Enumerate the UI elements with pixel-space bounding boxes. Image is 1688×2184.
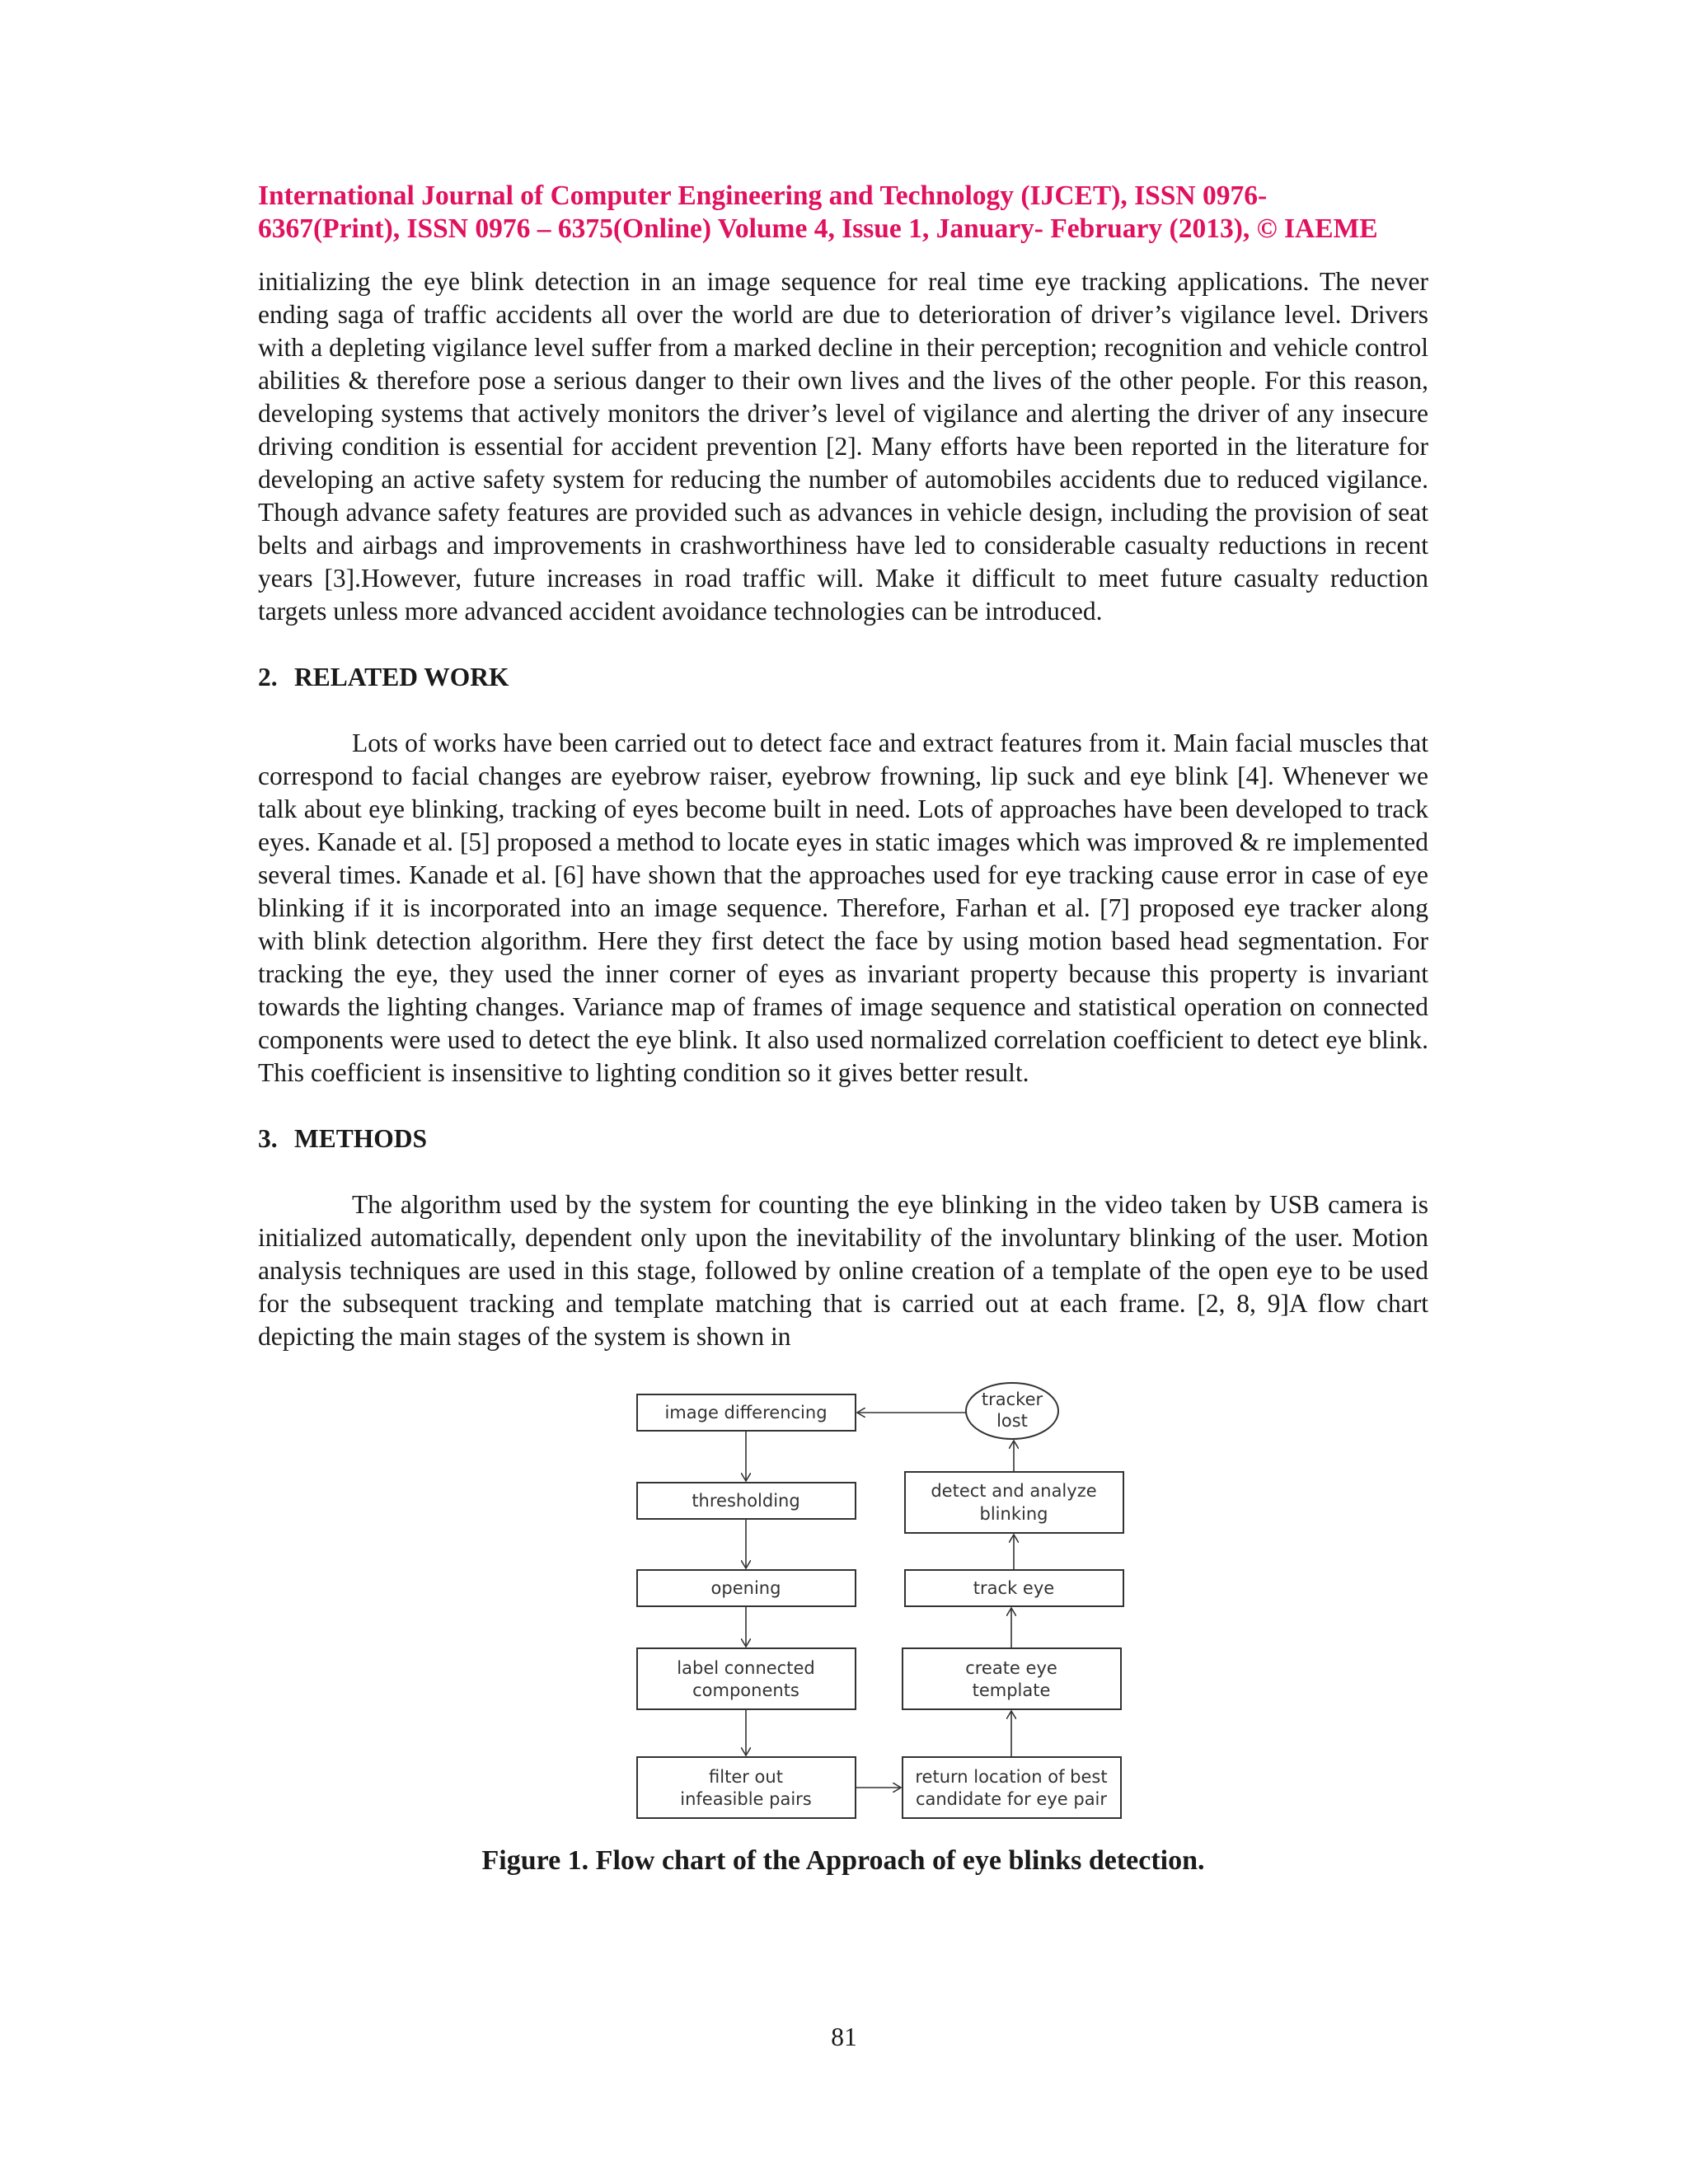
methods-number: 3. [258, 1124, 278, 1153]
figure-caption: Figure 1. Flow chart of the Approach of eye blinks detection. [481, 1845, 1205, 1876]
flow-box-detect-and-analyze-blinking [905, 1472, 1123, 1533]
methods-paragraph: The algorithm used by the system for counting the eye blinking in the video taken by USB camera is initialized automatically, dependent only upon the inevitability of the involuntary blinking of the user. Motion analysis techniques are used in this stage, followed by online creation of a template of the open eye to be used for the subsequent tracking and template matching that is carried out at each frame. [2, 8, 9]A flow chart depicting the main stages of the system is shown in [258, 1190, 1428, 1351]
flow-node-label-line-1: tracker [981, 1390, 1043, 1409]
flow-box-label-line-2: components [692, 1680, 799, 1700]
flow-box-opening [637, 1570, 856, 1606]
flow-box-label-line-2: template [972, 1680, 1051, 1700]
flow-box-label-line-2: infeasible pairs [680, 1789, 812, 1809]
flow-box-label-line-1: return location of best [915, 1767, 1108, 1787]
flow-box-return-location-of-best-candidate [903, 1757, 1121, 1818]
flow-box-label-line-1: label connected [677, 1658, 815, 1678]
flow-box-thresholding [637, 1483, 856, 1519]
flow-box-label-line-1: detect and analyze [931, 1481, 1097, 1501]
flow-box-label-line-1: filter out [709, 1767, 783, 1787]
flow-box-label-line-1: create eye [965, 1658, 1057, 1678]
flow-box-label: thresholding [692, 1491, 800, 1511]
journal-header [258, 180, 1428, 246]
flow-box-label-line-2: candidate for eye pair [915, 1789, 1108, 1809]
flow-chart-figure [258, 1376, 1428, 1838]
flow-box-create-eye-template [903, 1648, 1121, 1709]
flow-box-label-line-2: blinking [979, 1504, 1048, 1524]
flow-chart-diagram [258, 1376, 1428, 1838]
flow-node-tracker-lost [966, 1383, 1058, 1439]
page-number: 81 [831, 2022, 857, 2051]
related-work-paragraph: Lots of works have been carried out to detect face and extract features from it. Main facial muscles that correspond to facial changes are eyebrow raiser, eyebrow frowning, lip suck and eye blink [4]. Whenever we talk about eye blinking, tracking of eyes become built in need. Lots of approaches have been developed to track eyes. Kanade et al. [5] proposed a method to locate eyes in static images which was improved & re implemented several times. Kanade et al. [6] have shown that the approaches used for eye tracking cause error in case of eye blinking if it is incorporated into an image sequence. Therefore, Farhan et al. [7] proposed eye tracker along with blink detection algorithm. Here they first detect the face by using motion based head segmentation. For tracking the eye, they used the inner corner of eyes as invariant property because this property is invariant towards the lighting changes. Variance map of frames of image sequence and statistical operation on connected components were used to detect the eye blink. It also used normalized correlation coefficient to detect eye blink. This coefficient is insensitive to lighting condition so it gives better result. [258, 729, 1428, 1087]
related-work-heading [258, 661, 1428, 694]
page-content [258, 180, 1428, 1877]
methods-heading [258, 1122, 1428, 1155]
journal-header-line-2: 6367(Print), ISSN 0976 – 6375(Online) Volume 4, Issue 1, January- February (2013), © IAEME [258, 213, 1378, 244]
flow-box-label: opening [710, 1578, 781, 1598]
flow-box-label: image differencing [664, 1403, 828, 1422]
intro-paragraph: initializing the eye blink detection in an image sequence for real time eye tracking applications. The never ending saga of traffic accidents all over the world are due to deterioration of driver’s vigilance level. Drivers with a depleting vigilance level suffer from a marked decline in their perception; recognition and vehicle control abilities & therefore pose a serious danger to their own lives and the lives of the other people. For this reason, developing systems that actively monitors the driver’s level of vigilance and alerting the driver of any insecure driving condition is essential for accident prevention [2]. Many efforts have been reported in the literature for developing an active safety system for reducing the number of automobiles accidents due to reduced vigilance. Though advance safety features are provided such as advances in vehicle design, including the provision of seat belts and airbags and improvements in crashworthiness have led to considerable casualty reductions in recent years [3].However, future increases in road traffic will. Make it difficult to meet future casualty reduction targets unless more advanced accident avoidance technologies can be introduced. [258, 267, 1428, 626]
flow-box-label: track eye [973, 1578, 1055, 1598]
flow-box-image-differencing [637, 1394, 856, 1431]
flow-box-filter-out-infeasible-pairs [637, 1757, 856, 1818]
flow-box-label-connected-components [637, 1648, 856, 1709]
flow-box-track-eye [905, 1570, 1123, 1606]
related-work-title: RELATED WORK [294, 663, 509, 691]
methods-title: METHODS [294, 1124, 428, 1153]
flow-node-label-line-2: lost [996, 1411, 1028, 1431]
related-work-number: 2. [258, 663, 278, 691]
journal-header-line-1: International Journal of Computer Engineering and Technology (IJCET), ISSN 0976- [258, 180, 1268, 211]
